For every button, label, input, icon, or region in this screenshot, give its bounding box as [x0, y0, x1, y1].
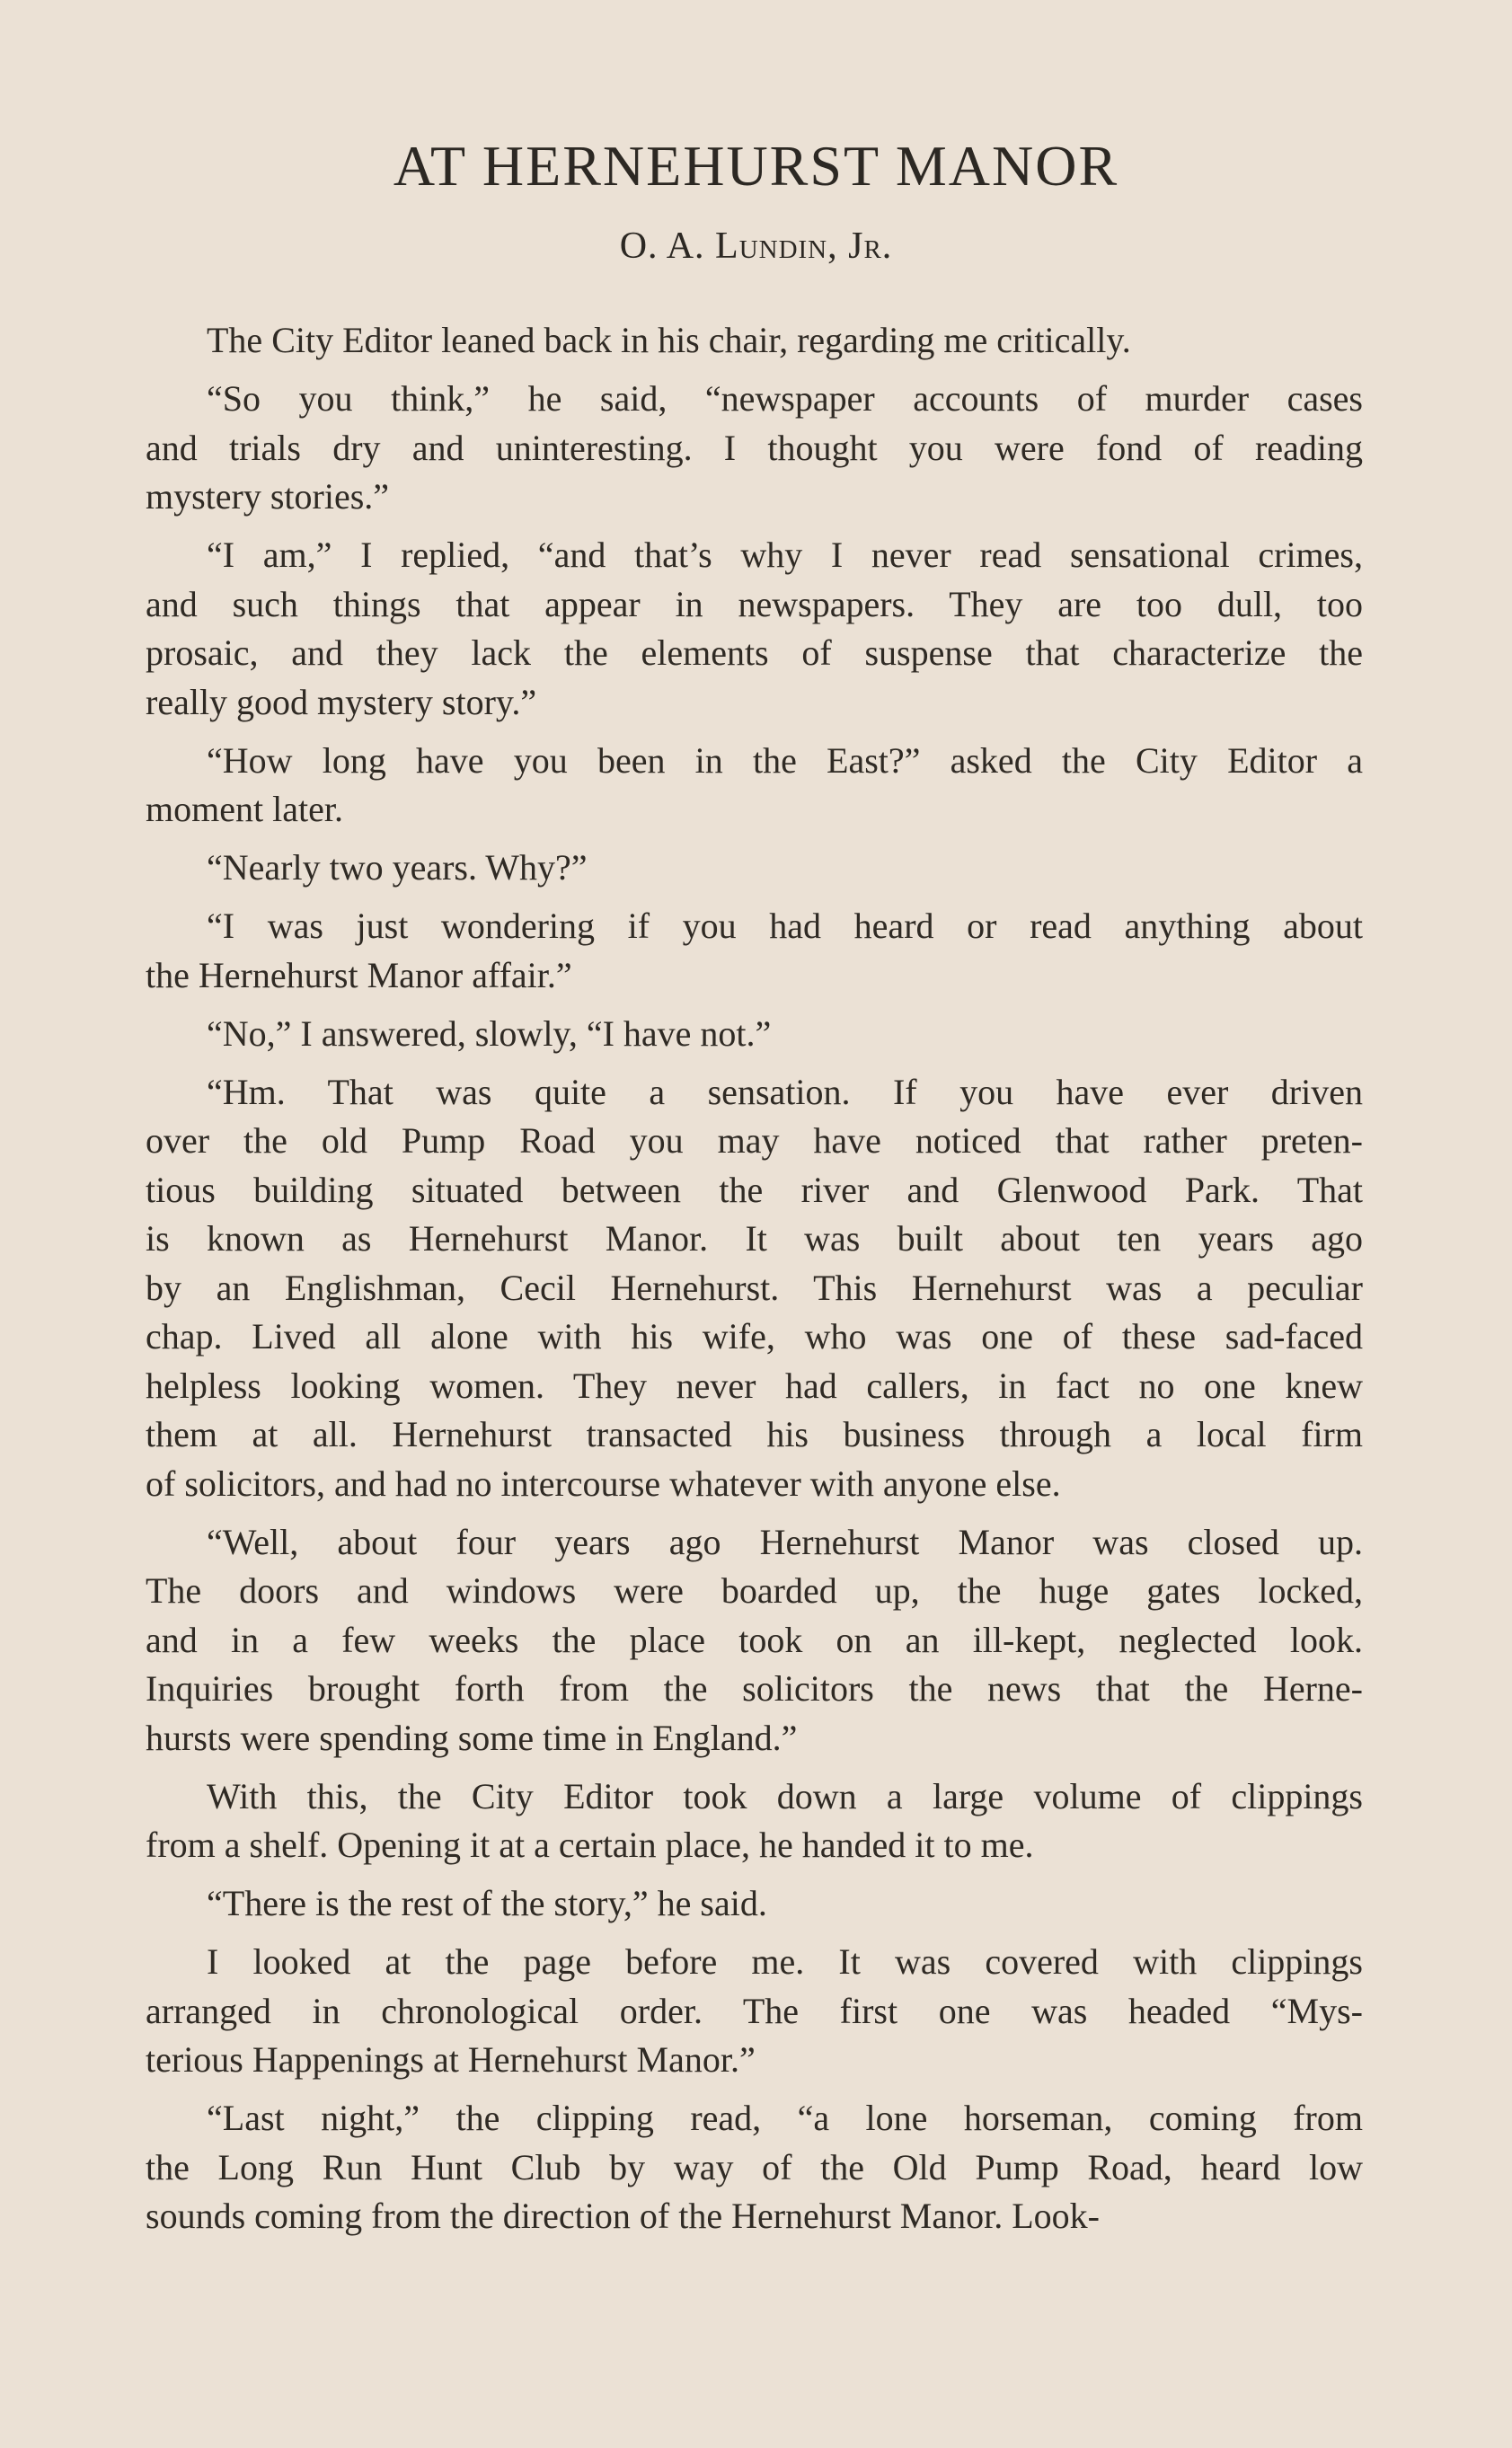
text-line: “Nearly two years. Why?”: [207, 847, 588, 888]
paragraph-gap: [146, 893, 1363, 903]
paragraph: [146, 1010, 1363, 1059]
paragraph: [146, 844, 1363, 893]
paragraph-gap: [146, 1508, 1363, 1518]
text-line: With this, the City Editor took down a large volume of clippings: [207, 1775, 1363, 1816]
text-line: hursts were spending some time in England.”: [146, 1717, 798, 1758]
paragraph: [146, 2094, 1363, 2241]
text-line: terious Happenings at Hernehurst Manor.”: [146, 2039, 756, 2080]
story-body: [146, 316, 1363, 2241]
story-title: AT HERNEHURST MANOR: [393, 134, 1119, 198]
paragraph-gap: [146, 1000, 1363, 1010]
text-line: Inquiries brought forth from the solicitors the news that the Herne-: [146, 1668, 1363, 1709]
paragraph: [146, 316, 1363, 366]
paragraph: [146, 531, 1363, 727]
text-line: chap. Lived all alone with his wife, who was one of these sad-faced: [146, 1316, 1363, 1357]
paragraph: [146, 1772, 1363, 1870]
text-line: the Hernehurst Manor affair.”: [146, 954, 572, 995]
text-line: I looked at the page before me. It was covered with clippings: [207, 1941, 1363, 1982]
paragraph-gap: [146, 2085, 1363, 2095]
text-line: “So you think,” he said, “newspaper accounts of murder cases: [207, 378, 1363, 419]
text-line: really good mystery story.”: [146, 681, 537, 722]
text-line: sounds coming from the direction of the Hernehurst Manor. Look-: [146, 2196, 1100, 2236]
text-line: The City Editor leaned back in his chair, regarding me critically.: [207, 320, 1131, 360]
author-byline: O. A. Lundin, Jr.: [619, 225, 893, 267]
paragraph: [146, 1068, 1363, 1509]
text-line: over the old Pump Road you may have noticed that rather preten-: [146, 1120, 1363, 1161]
paragraph: [146, 375, 1363, 522]
text-line: “There is the rest of the story,” he said.: [207, 1883, 767, 1923]
paragraph: [146, 1879, 1363, 1929]
paragraph-gap: [146, 1929, 1363, 1939]
paragraph-gap: [146, 835, 1363, 844]
text-line: and trials dry and uninteresting. I thought you were fond of reading: [146, 427, 1363, 468]
text-line: “Well, about four years ago Hernehurst Manor was closed up.: [207, 1521, 1363, 1562]
text-line: prosaic, and they lack the elements of suspense that characterize the: [146, 632, 1363, 673]
text-line: “How long have you been in the East?” asked the City Editor a: [207, 739, 1363, 781]
paragraph-gap: [146, 1058, 1363, 1068]
text-line: the Long Run Hunt Club by way of the Old Pump Road, heard low: [146, 2146, 1363, 2187]
text-line: from a shelf. Opening it at a certain place, he handed it to me.: [146, 1825, 1034, 1865]
text-line: moment later.: [146, 789, 343, 829]
text-line: arranged in chronological order. The first one was headed “Mys-: [146, 1990, 1363, 2031]
text-line: them at all. Hernehurst transacted his business through a local firm: [146, 1414, 1363, 1454]
text-line: “Last night,” the clipping read, “a lone horseman, coming from: [207, 2098, 1363, 2138]
text-line: is known as Hernehurst Manor. It was built about ten years ago: [146, 1218, 1363, 1259]
text-line: tious building situated between the river and Glenwood Park. That: [146, 1169, 1363, 1210]
text-line: and in a few weeks the place took on an ill-kept, neglected look.: [146, 1619, 1363, 1660]
paragraph-gap: [146, 522, 1363, 532]
text-line: of solicitors, and had no intercourse whatever with anyone else.: [146, 1463, 1061, 1504]
text-line: by an Englishman, Cecil Hernehurst. This Hernehurst was a peculiar: [146, 1267, 1363, 1308]
text-line: The doors and windows were boarded up, the huge gates locked,: [146, 1570, 1363, 1611]
text-line: “Hm. That was quite a sensation. If you have ever driven: [207, 1071, 1363, 1112]
text-line: and such things that appear in newspapers. They are too dull, too: [146, 583, 1363, 624]
paragraph-gap: [146, 1763, 1363, 1772]
paragraph: [146, 902, 1363, 1000]
text-line: “No,” I answered, slowly, “I have not.”: [207, 1012, 772, 1054]
text-line: mystery stories.”: [146, 476, 390, 517]
text-line: helpless looking women. They never had callers, in fact no one knew: [146, 1365, 1363, 1406]
paragraph: [146, 1938, 1363, 2085]
paragraph-gap: [146, 1870, 1363, 1880]
paragraph: [146, 737, 1363, 835]
paragraph-gap: [146, 727, 1363, 737]
paragraph: [146, 1518, 1363, 1763]
text-line: “I was just wondering if you had heard or read anything about: [207, 906, 1363, 946]
text-line: “I am,” I replied, “and that’s why I never read sensational crimes,: [207, 535, 1363, 575]
paragraph-gap: [146, 366, 1363, 376]
